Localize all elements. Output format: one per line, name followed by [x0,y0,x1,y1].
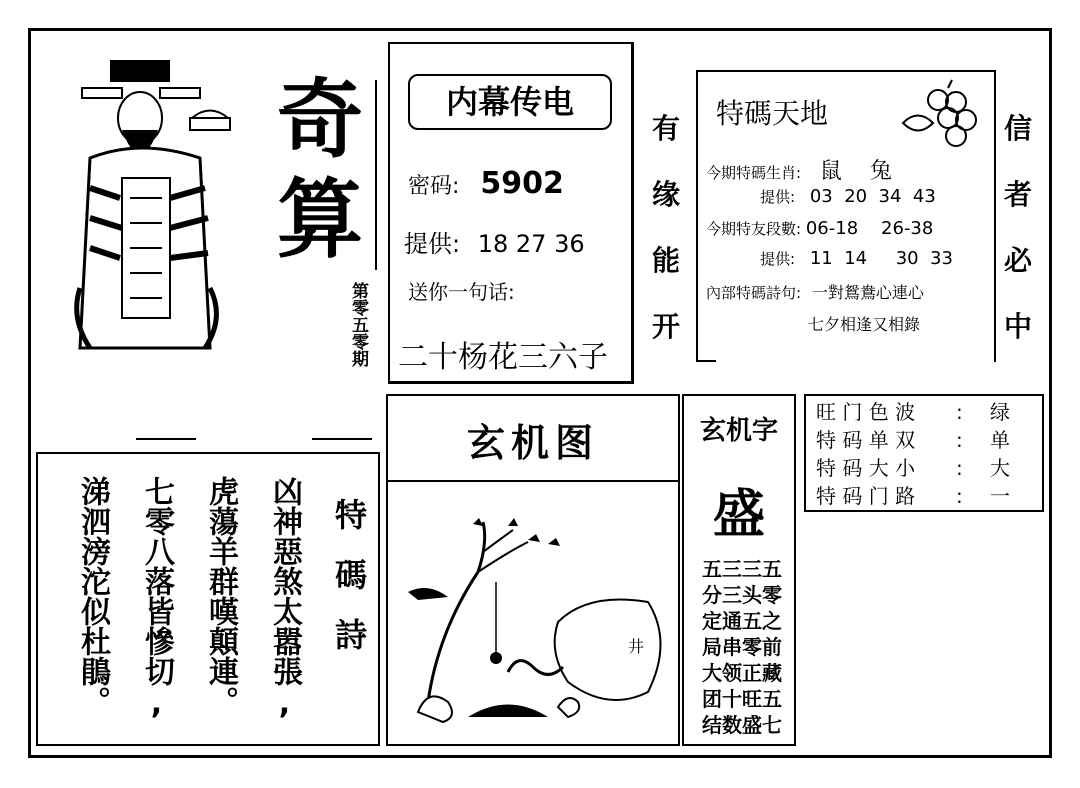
poem-title: 特碼詩 [330,498,368,678]
neimu-box [388,42,634,384]
wangmen-value: 绿 [990,400,1010,424]
title-char-2: 算 [277,170,363,270]
youyuan-char-3: 能 [651,244,680,277]
xuanjizi-line: 局串零前 [702,635,782,659]
xuanjitu-header-box [386,394,680,482]
xuanjizi-line: 结数盛七 [702,713,782,737]
issue-number: 第零五零期 [348,282,368,367]
wangmen-row: 特 码 单 双 : 单 [816,428,1010,452]
wangmen-value: 大 [990,456,1010,480]
xuanjizi-char: 盛 [712,485,765,545]
zodiac-row [706,154,892,185]
xuanjizi-line: 大领正藏 [702,661,782,685]
poem-box [36,452,380,746]
xinzhe-column [1000,96,1036,360]
wangmen-row: 特 码 大 小 : 大 [816,456,1010,480]
poem-column-2: 虎蕩羊群嘆顛連。 [203,476,238,716]
xuanjitu-picture-box [386,480,680,746]
segment-value: 06-18 26-38 [805,218,934,239]
password-row [408,166,564,201]
provide-label: 提供: [404,230,461,258]
poem-top-rule-1 [136,438,196,440]
provide2-value: 11 14 30 33 [809,248,953,269]
deity-illustration [60,48,240,368]
wangmen-rows [816,398,1010,510]
tema-tiandi-box [696,70,996,362]
xuanjizi-header: 玄机字 [699,416,778,446]
phrase-label: 送你一句话: [408,280,515,304]
grapes-icon [898,78,988,162]
youyuan-column [648,96,684,360]
youyuan-char-1: 有 [651,112,680,145]
xuanjizi-lines [692,556,792,738]
wangmen-label: 特 码 大 小 [816,456,916,480]
wangmen-value: 单 [990,428,1010,452]
zodiac-value: 鼠 兔 [819,159,892,184]
password-value: 5902 [480,166,564,201]
title-char-1: 奇 [277,70,363,170]
poem-line-2: 七夕相逢又相錄 [808,315,921,334]
provide1-label: 提供: [760,188,796,206]
xuanjizi-line: 五三三五 [702,557,782,581]
provide-value: 18 27 36 [477,230,585,258]
provide2-row [760,248,953,269]
wangmen-row: 旺 门 色 波 : 绿 [816,400,1010,424]
xinzhe-char-3: 必 [1003,244,1032,277]
poem-top-rule-2 [312,438,372,440]
youyuan-char-4: 开 [651,310,680,343]
xuanjizi-line: 定通五之 [702,609,782,633]
wangmen-label: 特 码 单 双 [816,428,916,452]
xinzhe-char-4: 中 [1003,310,1032,343]
poem-row [706,280,924,303]
xuanjitu-illustration [388,482,678,744]
youyuan-char-2: 缘 [651,178,680,211]
poem-column-1: 凶神惡煞太嚣張, [267,476,302,721]
provide1-row [760,186,936,207]
wangmen-value: 一 [990,484,1010,508]
xuanjitu-header: 玄机图 [466,421,599,465]
wangmen-label: 旺 门 色 波 [816,400,916,424]
xinzhe-char-2: 者 [1003,178,1032,211]
password-label: 密码: [408,174,460,199]
xinzhe-char-1: 信 [1003,112,1032,145]
phrase-text: 二十杨花三六子 [398,340,608,375]
zodiac-label: 今期特碼生肖: [706,164,802,182]
tema-tiandi-header: 特碼天地 [716,97,829,130]
provide-row [404,224,585,259]
wangmen-box [804,394,1044,512]
wangmen-label: 特 码 门 路 [816,484,916,508]
wangmen-row: 特 码 门 路 : 一 [816,484,1010,508]
neimu-header: 内幕传电 [408,74,612,130]
provide1-value: 03 20 34 43 [809,186,936,207]
xuanjizi-box [682,394,796,746]
poem-column-3: 七零八落皆慘切, [139,476,174,721]
provide2-label: 提供: [760,250,796,268]
poem-label: 內部特碼詩句: [706,284,802,302]
tema-tiandi-bottom-rule [696,360,716,362]
title-rule [375,80,377,270]
xuanjizi-line: 团十旺五 [702,687,782,711]
segment-row [706,218,933,239]
poem-line-1: 一對鴛鴦心連心 [811,283,924,302]
segment-label: 今期特友段數: [706,220,802,238]
svg-text:井: 井 [628,637,645,656]
poem-column-4: 涕泗滂沱似杜鵑。 [75,476,110,716]
xuanjizi-line: 分三头零 [702,583,782,607]
